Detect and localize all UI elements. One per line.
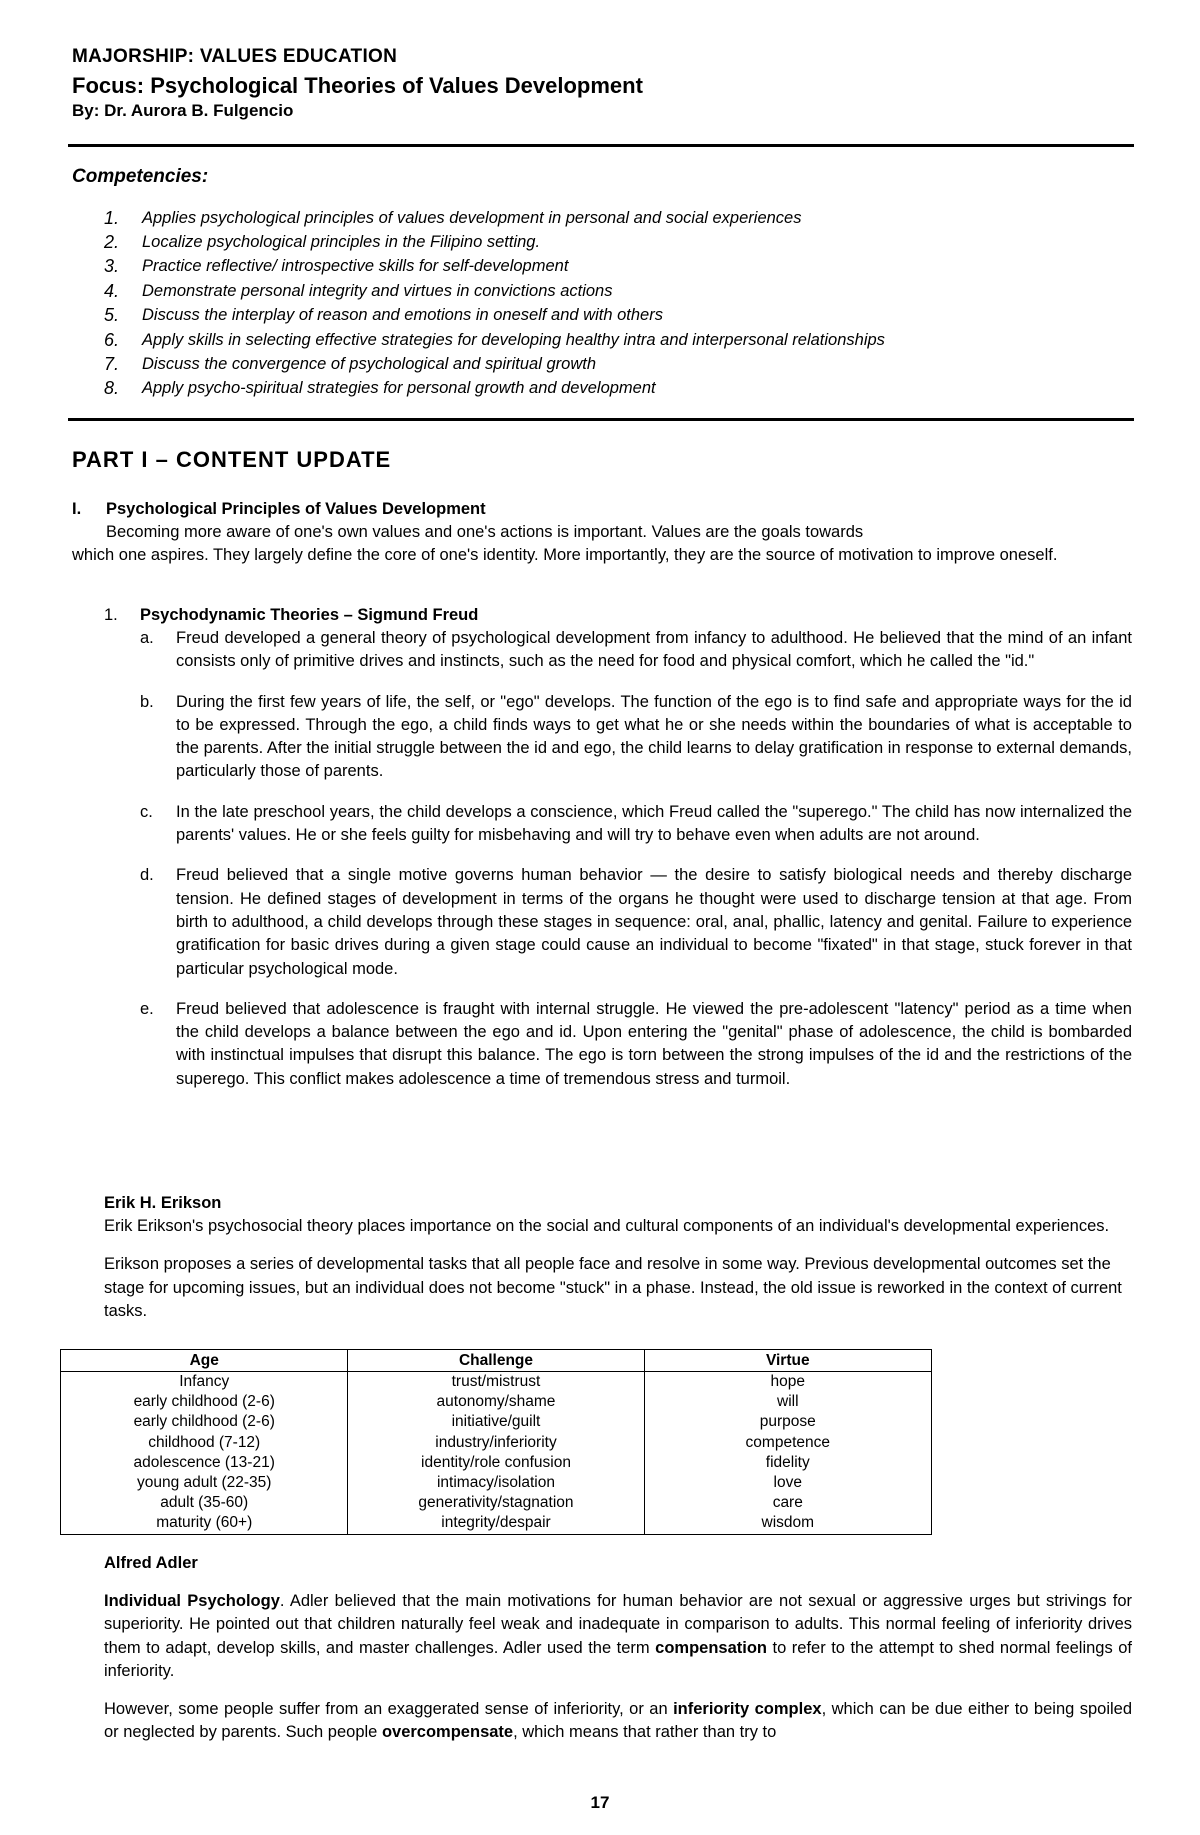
table-header-row [61,1350,932,1372]
competencies-list [104,206,1104,401]
list-item: e. Freud believed that adolescence is fraught with internal struggle. He viewed the pre-adolescent "latency" period as a time when the child develops a balance between the ego and id. Upon entering the "genital" phase of adolescence, the child is bombarded with instinctual impulses that disrupt this balance. The ego is torn between the strong impulses of the id and the restrictions of the superego. This conflict makes adolescence a time of tremendous stress and turmoil. [140,999,1132,1088]
table-row: childhood (7-12) industry/inferiority competence [61,1433,932,1453]
section-heading: I. Psychological Principles of Values Development [72,500,486,518]
erikson-stages-table [60,1349,932,1535]
table-row: maturity (60+) integrity/despair wisdom [61,1513,932,1534]
table-row: early childhood (2-6) initiative/guilt purpose [61,1412,932,1432]
freud-list [140,627,1132,1108]
column-header-age: Age [61,1350,348,1372]
author-line: By: Dr. Aurora B. Fulgencio [72,101,294,120]
adler-para-1: Individual Psychology. Adler believed that the main motivations for human behavior are not sexual or aggressive urges but strivings for superiority. He pointed out that children naturally feel weak and inadequate in comparison to adults. This normal feeling of inferiority drives them to adapt, develop skills, and master challenges. Adler used the term compensation to refer to the attempt to shed normal feelings of inferiority. [104,1592,1132,1680]
table-row: young adult (22-35) intimacy/isolation love [61,1473,932,1493]
competencies-title: Competencies: [72,166,209,187]
list-item: 6. Apply skills in selecting effective strategies for developing healthy intra and interpersonal relationships [104,329,885,350]
list-item: b. During the first few years of life, the self, or "ego" develops. The function of the ego is to find safe and appropriate ways for the id to be expressed. Through the ego, a child finds ways to get what he or she needs within the boundaries of what is acceptable to the parents. After the initial struggle between the id and ego, the child learns to delay gratification in response to external demands, particularly those of parents. [140,692,1132,781]
table-row: adult (35-60) generativity/stagnation care [61,1493,932,1513]
adler-section [104,1552,1132,1745]
list-item: 7. Discuss the convergence of psychological and spiritual growth [104,354,596,375]
list-item: 2. Localize psychological principles in the Filipino setting. [104,232,541,253]
subsection-freud [104,604,1132,627]
subsection-heading: 1. Psychodynamic Theories – Sigmund Freud [104,606,479,624]
table-row: adolescence (13-21) identity/role confusion fidelity [61,1453,932,1473]
section-psych-principles [72,498,1132,568]
table-row: early childhood (2-6) autonomy/shame will [61,1392,932,1412]
erikson-heading: Erik H. Erikson [104,1194,222,1212]
section-intro: Becoming more aware of one's own values and one's actions is important. Values are the goals towards which one aspires. They largely define the core of one's identity. More importantly, they are the source of motivation to improve oneself. [72,523,1058,565]
page-number: 17 [590,1793,610,1812]
table-row: Infancy trust/mistrust hope [61,1372,932,1393]
erikson-para-2: Erikson proposes a series of developmental tasks that all people face and resolve in some way. Previous developmental outcomes set the stage for upcoming issues, but an individual does not become "stuck" in a phase. Instead, the old issue is reworked in the context of current tasks. [104,1255,1122,1320]
list-item: 3. Practice reflective/ introspective skills for self-development [104,256,569,277]
list-item: 4. Demonstrate personal integrity and virtues in convictions actions [104,280,613,301]
majorship-heading: MAJORSHIP: VALUES EDUCATION [72,46,398,67]
column-header-challenge: Challenge [348,1350,644,1372]
part-title: PART I – CONTENT UPDATE [72,447,392,472]
divider-top [68,144,1134,147]
focus-heading: Focus: Psychological Theories of Values Development [72,73,643,98]
adler-para-2: However, some people suffer from an exaggerated sense of inferiority, or an inferiority complex, which can be due either to being spoiled or neglected by parents. Such people overcompensate, which means that rather than try to [104,1700,1133,1742]
list-item: 1. Applies psychological principles of values development in personal and social experiences [104,207,802,228]
divider-middle [68,418,1134,421]
column-header-virtue: Virtue [644,1350,931,1372]
list-item: d. Freud believed that a single motive governs human behavior — the desire to satisfy biological needs and thereby discharge tension. He defined stages of development in terms of the organs he thought were used to discharge tension at that age. From birth to adulthood, a child develops through these stages in sequence: oral, anal, phallic, latency and genital. Failure to experience gratification for basic drives during a given stage could cause an individual to become "fixated" in that stage, stuck forever in that particular psychological mode. [140,866,1132,978]
adler-heading: Alfred Adler [104,1554,198,1572]
list-item: 8. Apply psycho-spiritual strategies for personal growth and development [104,378,656,399]
list-item: c. In the late preschool years, the child develops a conscience, which Freud called the "superego." The child has now internalized the parents' values. He or she feels guilty for misbehaving and will try to behave even when adults are not around. [140,802,1132,845]
erikson-para-1: Erik Erikson's psychosocial theory places importance on the social and cultural components of an individual's developmental experiences. [104,1217,1110,1235]
list-item: 5. Discuss the interplay of reason and emotions in oneself and with others [104,305,663,326]
erikson-section [104,1192,1132,1323]
list-item: a. Freud developed a general theory of psychological development from infancy to adulthood. He believed that the mind of an infant consists only of primitive drives and instincts, such as the need for food and physical comfort, which he called the "id." [140,629,1132,671]
